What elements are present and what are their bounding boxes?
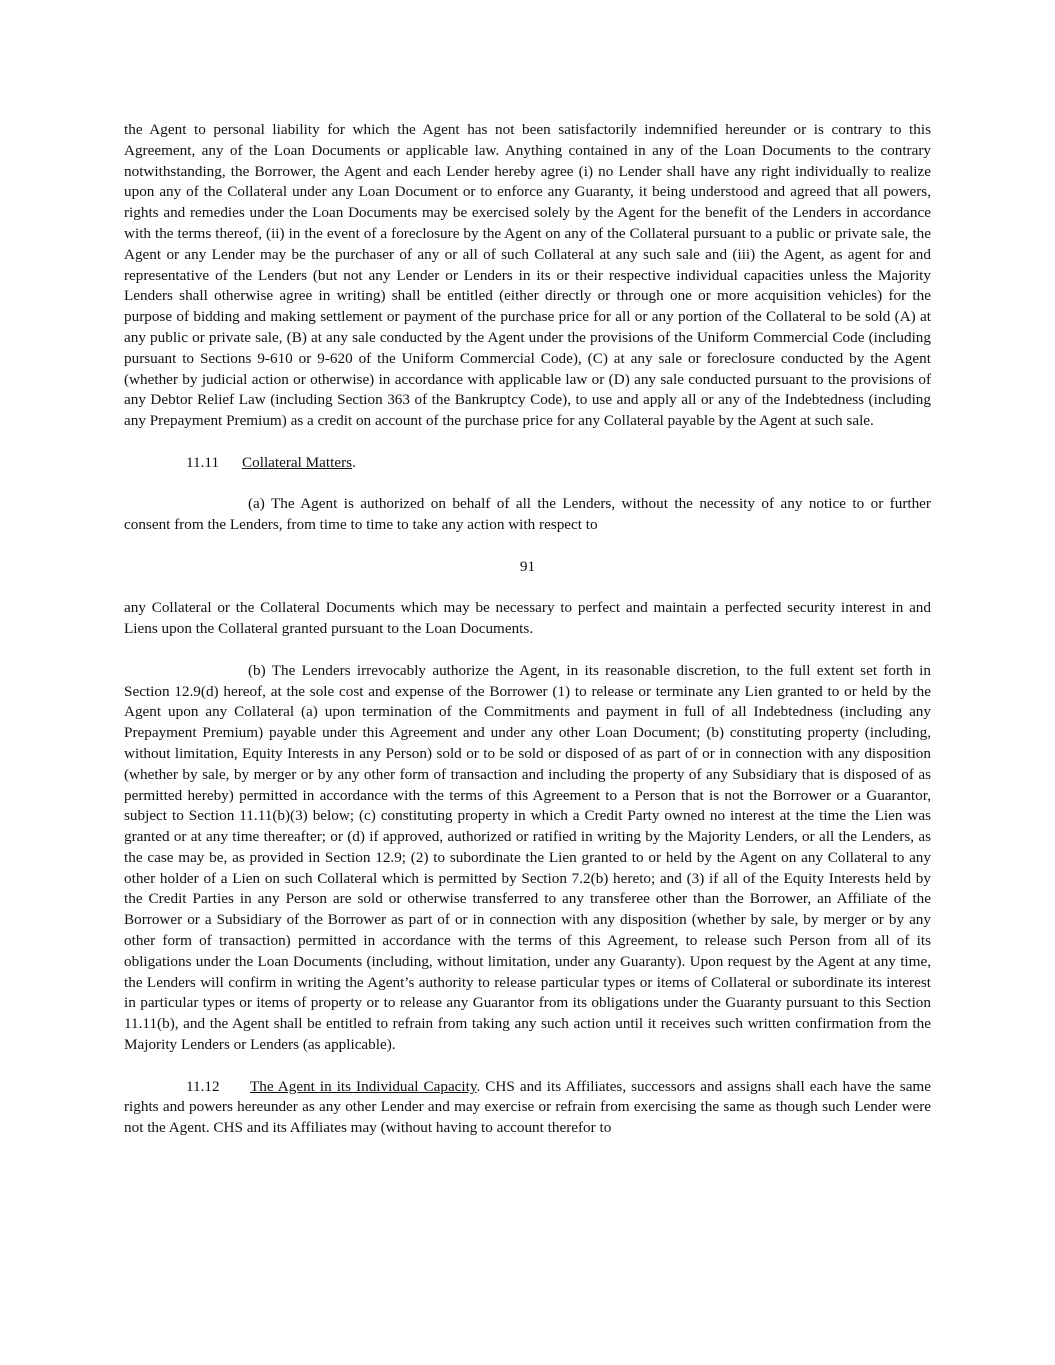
section-11-11-heading: 11.11 Collateral Matters.	[124, 453, 931, 474]
section-body: . CHS and its Affiliates, successors and assigns shall each have the same rights and powers hereunder as any other Lender and may exercise or refrain from exercising the same as though such Lender were not the Agent. CHS and its Affiliates may (without having to account therefor to	[124, 1077, 931, 1137]
document-page	[124, 120, 931, 1139]
section-11-12	[124, 1077, 931, 1139]
section-title: The Agent in its Individual Capacity	[250, 1077, 477, 1095]
paragraph-a: (a) The Agent is authorized on behalf of all the Lenders, without the necessity of any notice to or further consent from the Lenders, from time to time to take any action with respect to	[124, 495, 931, 534]
paragraph-b: (b) The Lenders irrevocably authorize the Agent, in its reasonable discretion, to the full extent set forth in Section 12.9(d) hereof, at the sole cost and expense of the Borrower (1) to release or terminate any Lien granted to or held by the Agent upon any Collateral (a) upon termination of the Commitments and payment in full of all Indebtedness (including any Prepayment Premium) payable under this Agreement and under any other Loan Document; (b) constituting property (including, without limitation, Equity Interests in any Person) sold or to be sold or disposed of as part of or in connection with any disposition (whether by sale, by merger or by any other form of transaction and including the property of any Subsidiary that is disposed of as permitted hereby) permitted in accordance with the terms of this Agreement to a Person that is not the Borrower or a Guarantor, subject to Section 11.11(b)(3) below; (c) constituting property in which a Credit Party owned no interest at the time the Lien was granted or at any time thereafter; or (d) if approved, authorized or ratified in writing by the Majority Lenders, or all the Lenders, as the case may be, as provided in Section 12.9; (2) to subordinate the Lien granted to or held by the Agent on any Collateral to any other holder of a Lien on such Collateral which is permitted by Section 7.2(b) hereto; and (3) if all of the Equity Interests held by the Credit Parties in any Person are sold or otherwise transferred to any transferee other than the Borrower, an Affiliate of the Borrower or a Subsidiary of the Borrower as part of or in connection with any disposition (whether by sale, by merger or by any other form of transaction) permitted in accordance with the terms of this Agreement, to release such Person from all of its obligations under the Loan Documents (including, without limitation, under any Guaranty). Upon request by the Agent at any time, the Lenders will confirm in writing the Agent’s authority to release particular types or items of Collateral or subordinate its interest in particular types or items of property or to release any Guarantor from its obligations under the Guaranty pursuant to this Section 11.11(b), and the Agent shall be entitled to refrain from taking any such action until it receives such written confirmation from the Majority Lenders or Lenders (as applicable).	[124, 661, 931, 1054]
section-title: Collateral Matters	[242, 453, 353, 471]
section-number: 11.12	[186, 1077, 220, 1095]
top-paragraph: the Agent to personal liability for which the Agent has not been satisfactorily indemnified hereunder or is contrary to this Agreement, any of the Loan Documents or applicable law. Anything contained in any of the Loan Documents to the contrary notwithstanding, the Borrower, the Agent and each Lender hereby agree (i) no Lender shall have any right individually to realize upon any of the Collateral under any Loan Document or to enforce any Guaranty, it being understood and agreed that all powers, rights and remedies under the Loan Documents may be exercised solely by the Agent for the benefit of the Lenders in accordance with the terms thereof, (ii) in the event of a foreclosure by the Agent on any of the Collateral pursuant to a public or private sale, the Agent or any Lender may be the purchaser of any or all of such Collateral at any such sale and (iii) the Agent, as agent for and representative of the Lenders (but not any Lender or Lenders in its or their respective individual capacities unless the Majority Lenders shall otherwise agree in writing) shall be entitled (either directly or through one or more acquisition vehicles) for the purpose of bidding and making settlement or payment of the purchase price for all or any portion of the Collateral to be sold (A) at any public or private sale, (B) at any sale conducted by the Agent under the provisions of the Uniform Commercial Code (including pursuant to Sections 9-610 or 9-620 of the Uniform Commercial Code), (C) at any sale or foreclosure conducted by the Agent (whether by judicial action or otherwise) in accordance with applicable law or (D) any sale conducted pursuant to the provisions of any Debtor Relief Law (including Section 363 of the Bankruptcy Code), to use and apply all or any of the Indebtedness (including any Prepayment Premium) as a credit on account of the purchase price for any Collateral payable by the Agent at such sale.	[124, 121, 931, 430]
paragraph-a-continued: any Collateral or the Collateral Documents which may be necessary to perfect and maintain a perfected security interest in and Liens upon the Collateral granted pursuant to the Loan Documents.	[124, 599, 931, 638]
page-number: 91	[519, 557, 536, 575]
section-number: 11.11	[186, 453, 220, 471]
